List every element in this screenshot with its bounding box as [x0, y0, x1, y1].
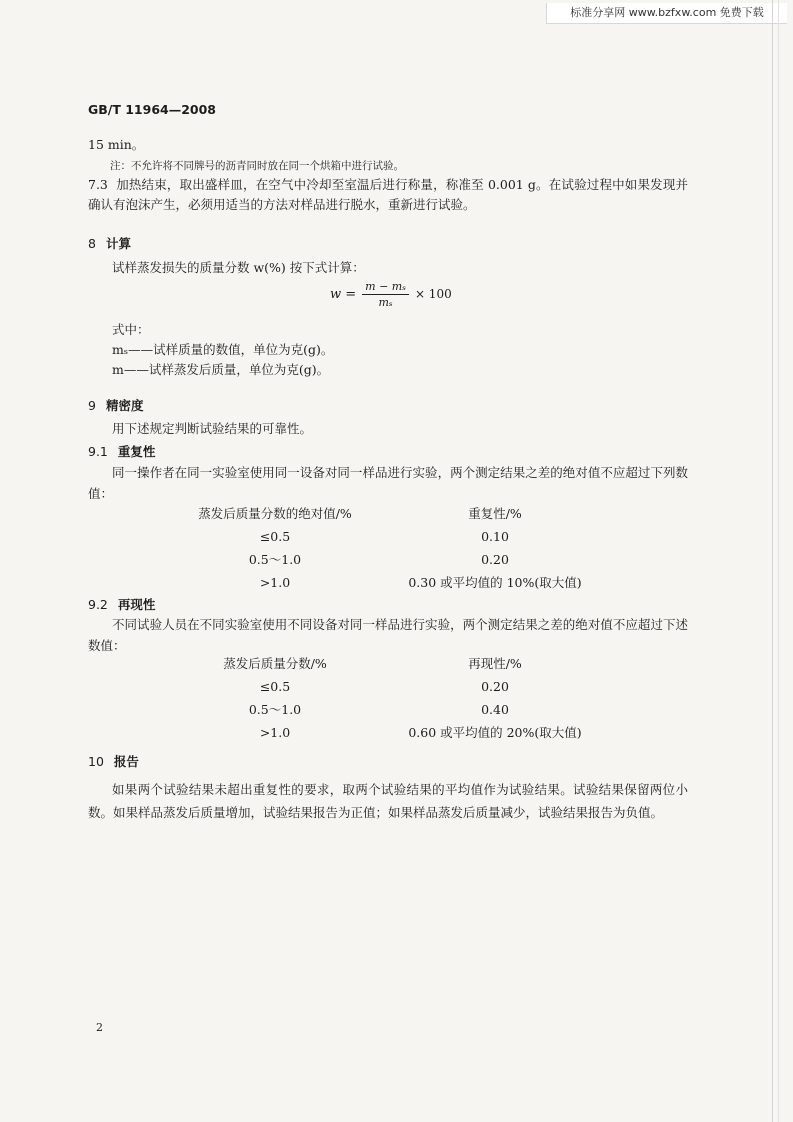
- section-number: 9.1: [88, 444, 108, 459]
- formula-fraction: [362, 280, 409, 309]
- table-cell: 0.10: [481, 529, 509, 544]
- table-header: [180, 652, 620, 675]
- table-row: [180, 548, 620, 571]
- table-cell: >1.0: [259, 725, 291, 740]
- table-cell: >1.0: [259, 575, 291, 590]
- section-10-text: 如果两个试验结果未超出重复性的要求，取两个试验结果的平均值作为试验结果。试验结果保留两位小数。如果样品蒸发后质量增加，试验结果报告为正值；如果样品蒸发后质量减少，试验结果报告为负值。: [88, 782, 688, 820]
- table-header-cell: 重复性/%: [468, 506, 522, 521]
- section-9-2-text: 不同试验人员在不同实验室使用不同设备对同一样品进行实验，两个测定结果之差的绝对值不应超过下述数值：: [88, 617, 688, 653]
- where-item: mₛ——试样质量的数值，单位为克(g)。: [112, 342, 334, 357]
- table-row: [180, 698, 620, 721]
- formula-denominator: mₛ: [378, 295, 393, 309]
- table-cell: ≤0.5: [259, 529, 291, 544]
- table-header-cell: 蒸发后质量分数/%: [223, 656, 327, 671]
- section-title: 再现性: [117, 597, 156, 612]
- table-header-cell: 再现性/%: [468, 656, 522, 671]
- table-row: [180, 721, 620, 744]
- section-9-intro: 用下述规定判断试验结果的可靠性。: [112, 421, 313, 436]
- formula-numerator: m − mₛ: [362, 280, 409, 295]
- table-row: [180, 571, 620, 594]
- reproducibility-table: [180, 652, 620, 744]
- section-title: 报告: [113, 754, 139, 769]
- table-header: [180, 502, 620, 525]
- section-text: 加热结束，取出盛样皿，在空气中冷却至室温后进行称量，称准至 0.001 g。在试验过程中如果发现并确认有泡沫产生，必须用适当的方法对样品进行脱水，重新进行试验。: [88, 177, 688, 212]
- section-number: 9: [88, 398, 96, 413]
- formula-lhs: w =: [330, 286, 357, 302]
- section-9-heading: [88, 396, 143, 414]
- section-number: 9.2: [88, 597, 108, 612]
- page-number: 2: [96, 1021, 103, 1034]
- table-cell: 0.5～1.0: [248, 702, 302, 717]
- section-7-3: [88, 175, 688, 215]
- section-number: 8: [88, 236, 96, 251]
- download-banner[interactable]: 标准分享网 www.bzfxw.com 免费下载: [546, 3, 787, 24]
- section-number: 7.3: [88, 177, 108, 192]
- note: 注：不允许将不同牌号的沥青同时放在同一个烘箱中进行试验。: [110, 160, 404, 172]
- section-title: 精密度: [105, 398, 144, 413]
- formula-rhs: × 100: [414, 287, 452, 301]
- page-edge-line-outer: [778, 0, 779, 1122]
- section-10-heading: [88, 752, 139, 770]
- table-cell: 0.30 或平均值的 10%(取大值): [408, 575, 582, 590]
- where-item: m——试样蒸发后质量，单位为克(g)。: [112, 362, 330, 377]
- table-row: [180, 525, 620, 548]
- table-row: [180, 675, 620, 698]
- table-header-cell: 蒸发后质量分数的绝对值/%: [198, 506, 352, 521]
- where-label: 式中：: [112, 322, 150, 337]
- table-cell: 0.20: [481, 679, 509, 694]
- section-9-1-text: 同一操作者在同一实验室使用同一设备对同一样品进行实验，两个测定结果之差的绝对值不应超过下列数值：: [88, 465, 688, 501]
- section-number: 10: [88, 754, 104, 769]
- table-cell: 0.40: [481, 702, 509, 717]
- section-title: 计算: [105, 236, 131, 251]
- section-9-1-heading: [88, 442, 155, 460]
- section-title: 重复性: [117, 444, 156, 459]
- formula: [330, 276, 452, 312]
- table-cell: 0.20: [481, 552, 509, 567]
- section-9-2-heading: [88, 595, 155, 613]
- paragraph-continuation: 15 min。: [88, 137, 145, 152]
- section-8-heading: [88, 234, 131, 252]
- repeatability-table: [180, 502, 620, 594]
- page-edge-line: [772, 0, 773, 1122]
- table-cell: ≤0.5: [259, 679, 291, 694]
- section-8-intro: 试样蒸发损失的质量分数 w(%) 按下式计算：: [112, 260, 365, 275]
- standard-id: GB/T 11964—2008: [88, 102, 217, 117]
- table-cell: 0.5～1.0: [248, 552, 302, 567]
- table-cell: 0.60 或平均值的 20%(取大值): [408, 725, 582, 740]
